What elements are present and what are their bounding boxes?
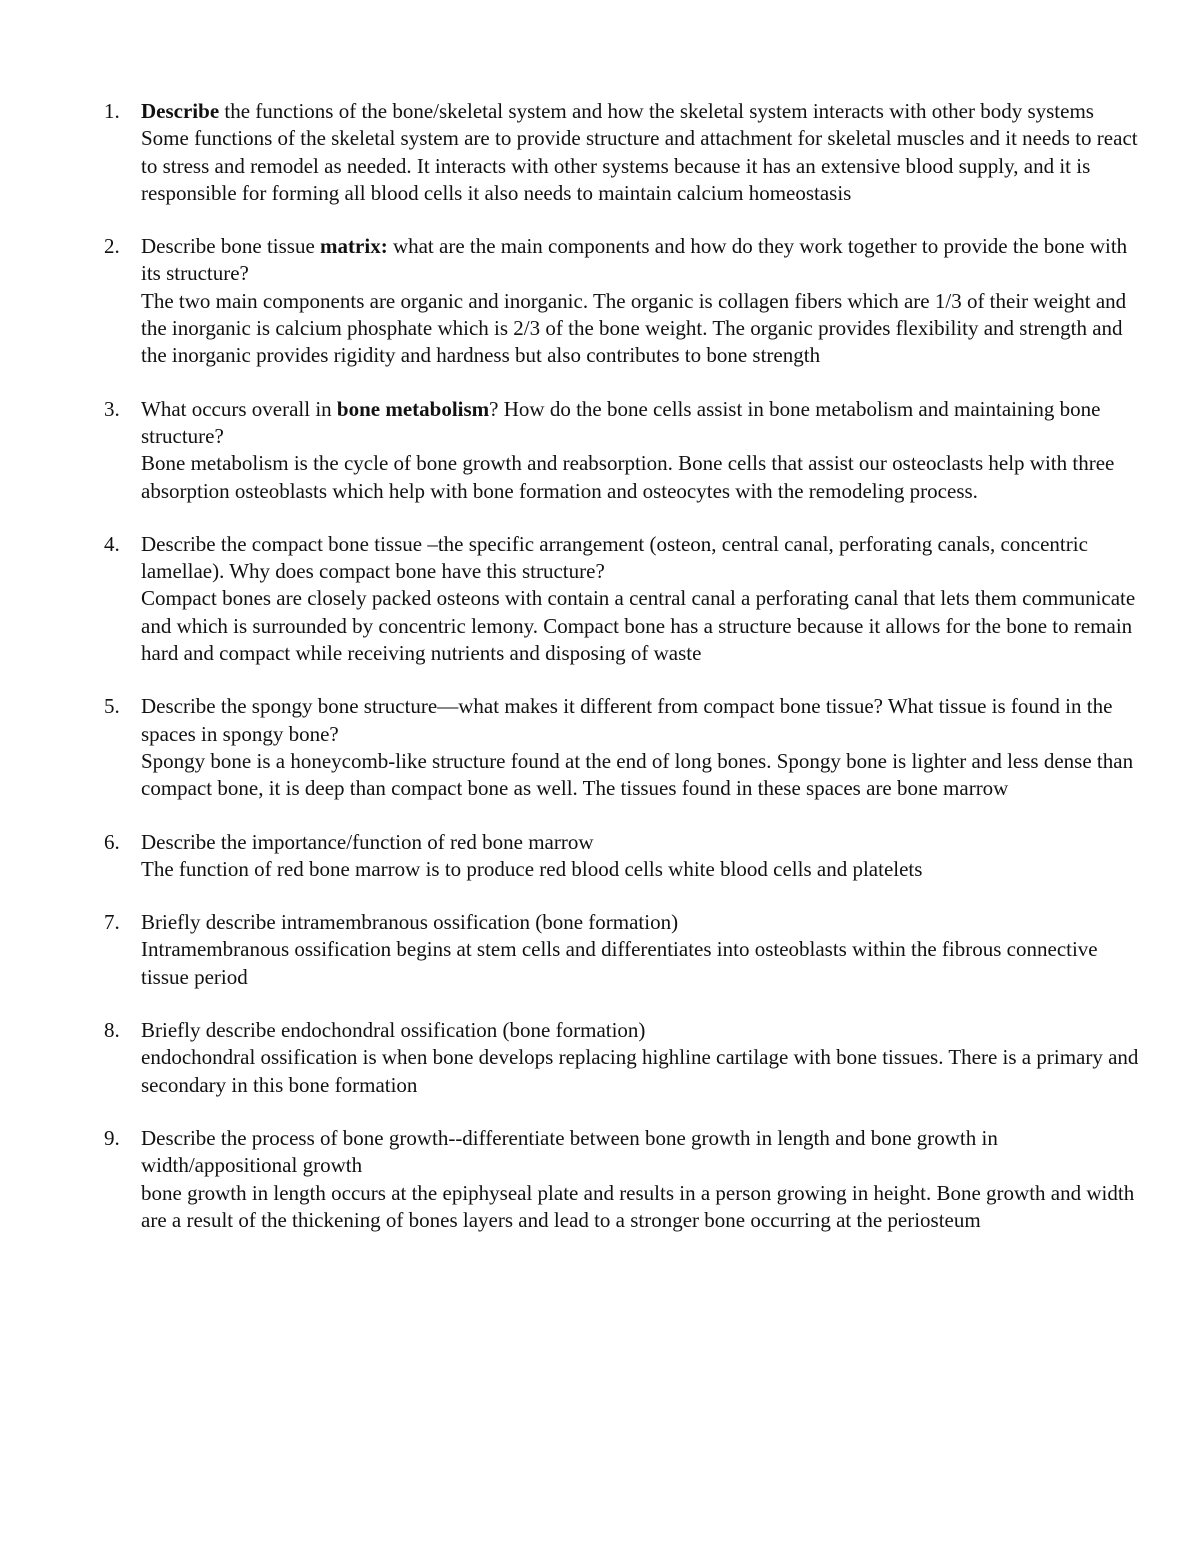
question-item-1 [0,98,1200,207]
answer-text: Compact bones are closely packed osteons with contain a central canal a perforating canal that lets them communicate and which is surrounded by concentric lemony. Compact bone has a structure because it allows for the bone to remain hard and compact while receiving nutrients and disposing of waste [141,586,1136,666]
question-number: 9. [104,1125,120,1150]
question-number: 7. [104,910,120,935]
question-item-7 [0,909,1200,991]
question-item-5 [0,693,1200,802]
bold-term: matrix: [320,234,388,259]
question-number: 3. [104,396,120,421]
question-number: 2. [104,234,120,259]
answer-text: Spongy bone is a honeycomb-like structure found at the end of long bones. Spongy bone is lighter and less dense than compact bone, it is deep than compact bone as well. The tissues found in these spaces are bone marrow [141,748,1134,801]
question-number: 1. [104,99,120,123]
answer-text: endochondral ossification is when bone develops replacing highline cartilage with bone tissues. There is a primary and secondary in this bone formation [141,1045,1139,1097]
question-text: Describe the functions of the bone/skeletal system and how the skeletal system interacts with other body systems [141,99,1094,123]
answer-text: Intramembranous ossification begins at stem cells and differentiates into osteoblasts within the fibrous connective tissue period [141,937,1098,989]
bold-term: bone metabolism [336,396,490,421]
question-item-3 [0,396,1200,505]
question-text: Describe the compact bone tissue –the specific arrangement (osteon, central canal, perforating canals, concentric lamellae). Why does compact bone have this structure? [141,531,1088,584]
question-text: Describe bone tissue matrix: what are the main components and how do they work together to provide the bone with its structure? [141,234,1128,286]
question-text: Briefly describe intramembranous ossification (bone formation) [141,910,679,935]
answer-text: The two main components are organic and inorganic. The organic is collagen fibers which are 1/3 of their weight and the inorganic is calcium phosphate which is 2/3 of the bone weight. The organic provides flexibility and strength and the inorganic provides rigidity and hardness but also contributes to bone strength [141,288,1127,368]
bold-term: Describe [141,99,220,123]
answer-text: Some functions of the skeletal system are to provide structure and attachment for skeletal muscles and it needs to react to stress and remodel as needed. It interacts with other systems because it has an extensive blood supply, and it is responsible for forming all blood cells it also needs to maintain calcium homeostasis [141,126,1138,205]
question-number: 5. [104,694,120,719]
question-text: Describe the spongy bone structure—what makes it different from compact bone tissue? What tissue is found in the spaces in spongy bone? [141,694,1113,746]
question-text: What occurs overall in bone metabolism? How do the bone cells assist in bone metabolism and maintaining bone structure? [141,396,1101,448]
question-text: Briefly describe endochondral ossification (bone formation) [141,1018,646,1043]
question-item-8 [0,1017,1200,1099]
question-text: Describe the process of bone growth--differentiate between bone growth in length and bone growth in width/appositional growth [141,1125,998,1178]
question-item-4 [0,531,1200,667]
question-item-6 [0,829,1200,884]
answer-text: bone growth in length occurs at the epiphyseal plate and results in a person growing in height. Bone growth and width are a result of the thickening of bones layers and lead to a stronger bone occurring at the periosteum [141,1180,1135,1232]
question-number: 6. [104,829,120,854]
answer-text: The function of red bone marrow is to produce red blood cells white blood cells and platelets [141,856,923,881]
question-number: 4. [104,531,120,556]
question-item-2 [0,233,1200,369]
answer-text: Bone metabolism is the cycle of bone growth and reabsorption. Bone cells that assist our osteoclasts help with three absorption osteoblasts which help with bone formation and osteocytes with the remodeling process. [141,451,1115,503]
question-number: 8. [104,1018,120,1043]
question-item-9 [0,1125,1200,1234]
question-text: Describe the importance/function of red bone marrow [141,829,594,854]
question-list [0,98,1200,1260]
